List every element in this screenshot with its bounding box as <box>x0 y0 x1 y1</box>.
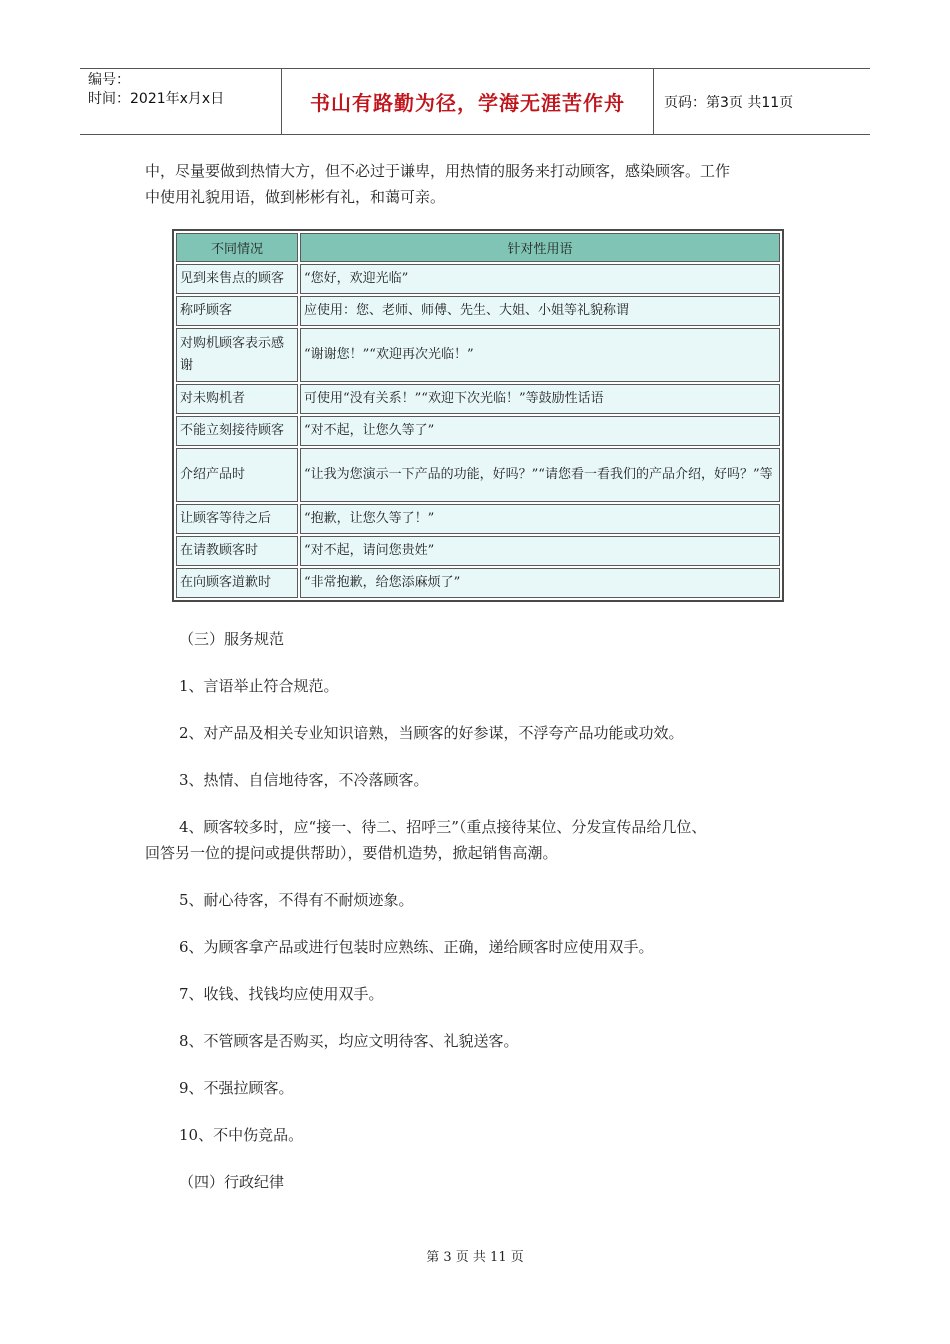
document-time-label: 时间：2021年x月x日 <box>88 91 225 107</box>
table-row <box>176 536 780 566</box>
table-cell-situation: 在向顾客道歉时 <box>176 568 298 598</box>
header-motto: 书山有路勤为径，学海无涯苦作舟 <box>282 69 654 134</box>
table-cell-situation: 让顾客等待之后 <box>176 504 298 534</box>
table-row <box>176 416 780 446</box>
table-cell-situation: 介绍产品时 <box>176 448 298 502</box>
list-item: 3、热情、自信地待客，不冷落顾客。 <box>179 771 429 789</box>
page-footer: 第 3 页 共 11 页 <box>426 1250 524 1265</box>
table-header-row <box>176 233 780 262</box>
list-item: 4、顾客较多时，应“接一、待二、招呼三”（重点接待某位、分发宣传品给几位、 <box>179 818 707 836</box>
table-cell-phrase: 可使用“没有关系！”“欢迎下次光临！”等鼓励性话语 <box>300 384 780 414</box>
table-row <box>176 448 780 502</box>
table-cell-situation: 见到来售点的顾客 <box>176 264 298 294</box>
list-item: 5、耐心待客，不得有不耐烦迹象。 <box>179 891 414 909</box>
intro-line-2: 中使用礼貌用语，做到彬彬有礼，和蔼可亲。 <box>145 188 446 206</box>
table-cell-situation: 对购机顾客表示感谢 <box>176 328 298 382</box>
list-item-continuation: 回答另一位的提问或提供帮助），要借机造势，掀起销售高潮。 <box>145 844 558 862</box>
list-item: 10、不中伤竞品。 <box>179 1126 304 1144</box>
header-page-info: 页码：第3页 共11页 <box>664 94 794 111</box>
list-item: 1、言语举止符合规范。 <box>179 677 339 695</box>
table-row <box>176 296 780 326</box>
section-4-heading: （四）行政纪律 <box>179 1173 285 1191</box>
phrases-table-frame <box>172 229 784 602</box>
intro-paragraph <box>145 158 805 210</box>
list-item: 2、对产品及相关专业知识谙熟，当顾客的好参谋，不浮夸产品功能或功效。 <box>179 724 684 742</box>
table-row <box>176 504 780 534</box>
list-item: 9、不强拉顾客。 <box>179 1079 294 1097</box>
table-cell-situation: 对未购机者 <box>176 384 298 414</box>
table-cell-phrase: “谢谢您！”“欢迎再次光临！” <box>300 328 780 382</box>
page-header <box>80 68 870 135</box>
service-rules-section <box>145 626 805 1195</box>
list-item: 6、为顾客拿产品或进行包装时应熟练、正确，递给顾客时应使用双手。 <box>179 938 654 956</box>
document-number-label: 编号： <box>88 72 130 88</box>
table-cell-phrase: “抱歉，让您久等了！” <box>300 504 780 534</box>
table-cell-phrase: “对不起，请问您贵姓” <box>300 536 780 566</box>
table-cell-phrase: “您好，欢迎光临” <box>300 264 780 294</box>
table-cell-phrase: “让我为您演示一下产品的功能，好吗？”“请您看一看我们的产品介绍，好吗？”等 <box>300 448 780 502</box>
section-3-heading: （三）服务规范 <box>179 630 285 648</box>
table-header-situation: 不同情况 <box>176 233 298 262</box>
table-cell-phrase: “非常抱歉，给您添麻烦了” <box>300 568 780 598</box>
list-item: 8、不管顾客是否购买，均应文明待客、礼貌送客。 <box>179 1032 519 1050</box>
header-meta <box>80 69 282 134</box>
table-row <box>176 328 780 382</box>
table-row <box>176 568 780 598</box>
intro-line-1: 中，尽量要做到热情大方，但不必过于谦卑，用热情的服务来打动顾客，感染顾客。工作 <box>145 162 731 180</box>
table-cell-situation: 不能立刻接待顾客 <box>176 416 298 446</box>
table-cell-phrase: “对不起，让您久等了” <box>300 416 780 446</box>
table-cell-situation: 在请教顾客时 <box>176 536 298 566</box>
table-cell-phrase: 应使用：您、老师、师傅、先生、大姐、小姐等礼貌称谓 <box>300 296 780 326</box>
table-cell-situation: 称呼顾客 <box>176 296 298 326</box>
table-row <box>176 264 780 294</box>
phrases-table <box>174 231 782 600</box>
table-header-phrase: 针对性用语 <box>300 233 780 262</box>
table-row <box>176 384 780 414</box>
list-item: 7、收钱、找钱均应使用双手。 <box>179 985 384 1003</box>
